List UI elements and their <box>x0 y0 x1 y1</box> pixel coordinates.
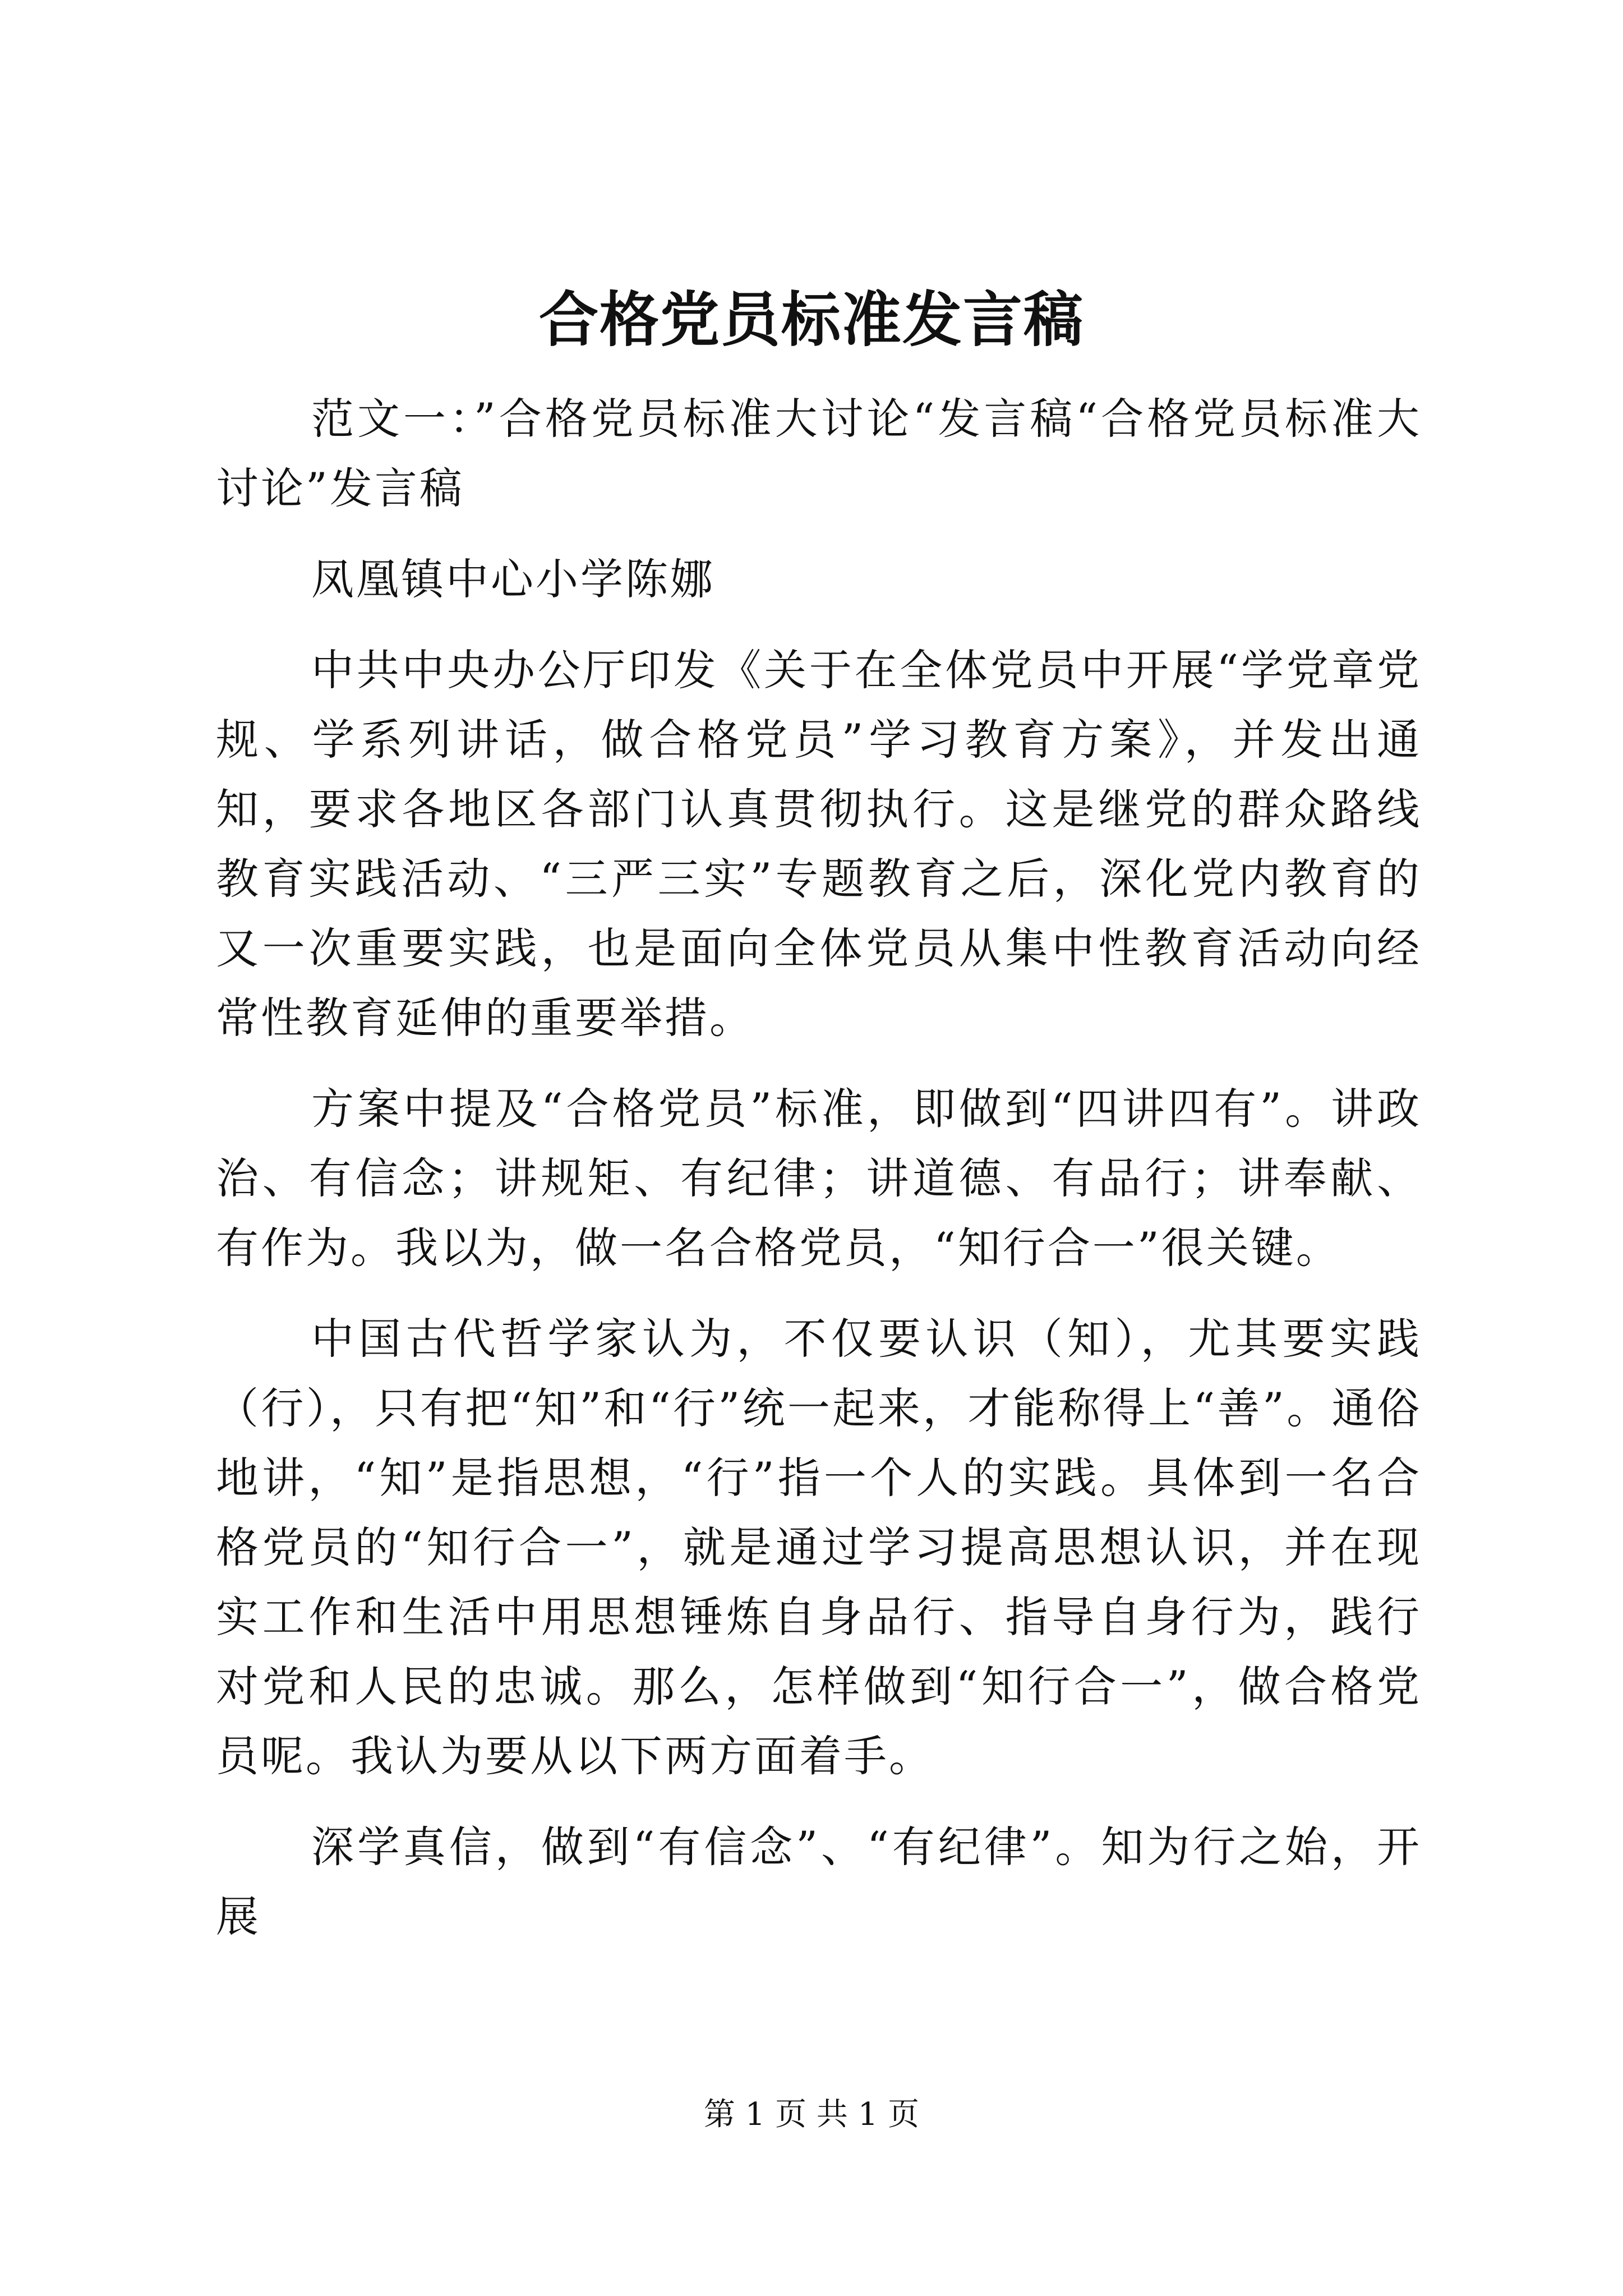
paragraph-heading: 范文一：”合格党员标准大讨论“发言稿“合格党员标准大讨论”发言稿 <box>216 394 1422 513</box>
document-body <box>216 384 1422 1973</box>
paragraph: 中共中央办公厅印发《关于在全体党员中开展“学党章党规、学系列讲话，做合格党员”学习教育方案》，并发出通知，要求各地区各部门认真贯彻执行。这是继党的群众路线教育实践活动、“三严三实”专题教育之后，深化党内教育的又一次重要实践，也是面向全体党员从集中性教育活动向经常性教育延伸的重要举措。 <box>216 645 1422 1043</box>
page-footer: 第 1 页 共 1 页 <box>703 2096 920 2133</box>
paragraph: 中国古代哲学家认为，不仅要认识（知），尤其要实践（行），只有把“知”和“行”统一起来，才能称得上“善”。通俗地讲，“知”是指思想，“行”指一个人的实践。具体到一名合格党员的“知行合一”，就是通过学习提高思想认识，并在现实工作和生活中用思想锤炼自身品行、指导自身行为，践行对党和人民的忠诚。那么，怎样做到“知行合一”，做合格党员呢。我认为要从以下两方面着手。 <box>216 1314 1422 1781</box>
paragraph: 方案中提及“合格党员”标准，即做到“四讲四有”。讲政治、有信念；讲规矩、有纪律；讲道德、有品行；讲奉献、有作为。我以为，做一名合格党员，“知行合一”很关键。 <box>216 1084 1422 1273</box>
document-title: 合格党员标准发言稿 <box>539 284 1084 355</box>
paragraph: 深学真信，做到“有信念”、“有纪律”。知为行之始，开展 <box>216 1822 1422 1941</box>
paragraph-author: 凤凰镇中心小学陈娜 <box>311 554 715 604</box>
